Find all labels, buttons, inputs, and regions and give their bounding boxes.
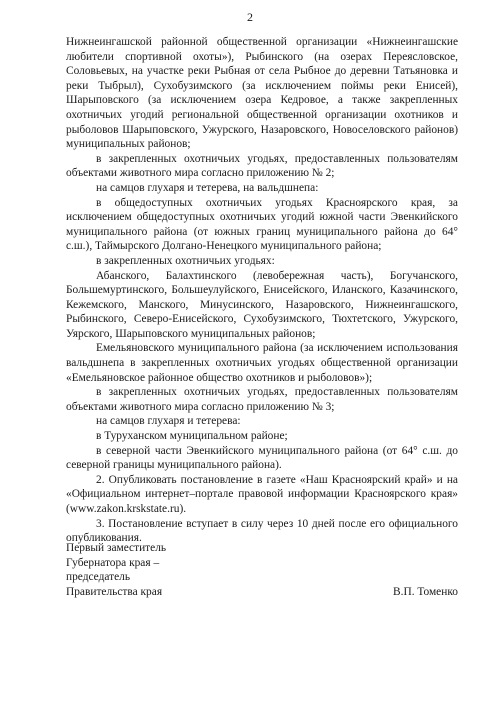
paragraph: в северной части Эвенкийского муниципального района (от 64° с.ш. до северной границы муниципального района). (66, 444, 458, 472)
paragraph: 3. Постановление вступает в силу через 10 дней после его официального опубликования. (66, 517, 458, 545)
paragraph: 2. Опубликовать постановление в газете «Наш Красноярский край» и на «Официальном интернет–портале правовой информации Красноярского края» (www.zakon.krskstate.ru). (66, 473, 458, 515)
document-body (66, 35, 458, 546)
paragraph: на самцов глухаря и тетерева, на вальдшнепа: (96, 181, 319, 194)
paragraph: Емельяновского муниципального района (за исключением использования вальдшнепа в закрепленных охотничьих угодьях общественной организации «Емельяновское районное общество охотников и рыболовов»); (66, 342, 458, 384)
paragraph: в закрепленных охотничьих угодьях, предоставленных пользователям объектами животного мира согласно приложению № 3; (66, 386, 458, 413)
paragraph: в закрепленных охотничьих угодьях, предоставленных пользователям объектами животного мира согласно приложению № 2; (66, 152, 458, 180)
paragraph: на самцов глухаря и тетерева: (96, 415, 241, 428)
paragraph: в закрепленных охотничьих угодьях: (96, 254, 275, 267)
signature-block (66, 541, 458, 599)
page-number: 2 (247, 10, 253, 24)
paragraph: в Туруханском муниципальном районе; (96, 430, 288, 443)
paragraph: в общедоступных охотничьих угодьях Красноярского края, за исключением общедоступных охотничьих угодий южной части Эвенкийского муниципального района (от южных границ муниципального района до 64° с.ш.), Таймырского Долгано-Ненецкого муниципального района; (66, 196, 458, 253)
signatory-name: В.П. Томенко (393, 585, 458, 598)
signatory-title: Первый заместитель Губернатора края – председатель Правительства края (66, 542, 167, 598)
paragraph: Абанского, Балахтинского (левобережная часть), Богучанского, Большемуртинского, Большеулуйского, Енисейского, Иланского, Казачинского, Кежемского, Манского, Минусинского, Назаровского, Нижнеингашского, Рыбинского, Северо-Енисейского, Сухобузимского, Тюхтетского, Ужурского, Уярского, Шарыповского муниципальных районов; (66, 269, 458, 340)
paragraph: Нижнеингашской районной общественной организации «Нижнеингашские любители спортивной охоты»), Рыбинского (на озерах Переясловское, Соловьевых, на участке реки Рыбная от села Рыбное до деревни Татьяновка и реки Тыбрыл), Сухобузимского (за исключением поймы реки Енисей), Шарыповского (за исключением озера Кедровое, а также закрепленных охотничьих угодий региональной общественной организации охотников и рыболовов Шарыповского, Ужурского, Назаровского, Новоселовского районов) муниципальных районов; (66, 36, 458, 151)
